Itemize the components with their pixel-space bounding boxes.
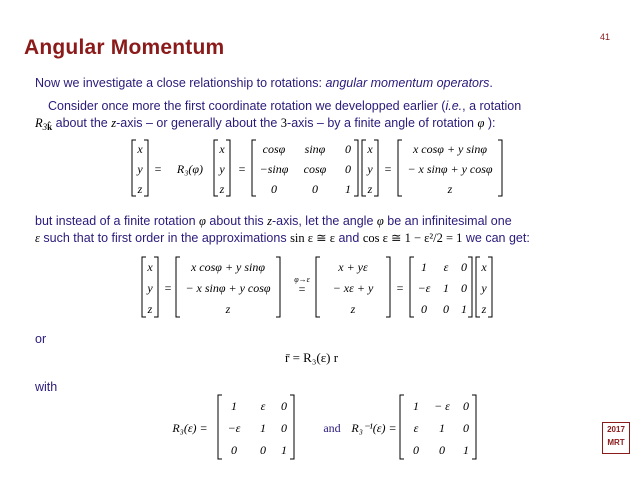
open-bracket (132, 140, 136, 196)
rotation-paragraph-line1: Consider once more the first coordinate rotation we developped earlier (i.e., a rotation (48, 99, 522, 113)
matrix-entry: 1 (345, 182, 351, 196)
rotation-operator: R₃(ε) = (172, 421, 208, 435)
matrix-entry: 1 (421, 260, 427, 274)
vector-entry: z (447, 182, 453, 196)
open-bracket (214, 140, 218, 196)
close-bracket (226, 140, 230, 196)
equals-sign: = (238, 162, 246, 176)
close-bracket (290, 395, 294, 459)
matrix-entry: 0 (439, 443, 445, 457)
vector-entry: − xε + y (332, 281, 374, 295)
close-bracket (498, 140, 502, 196)
intro-paragraph: Now we investigate a close relationship to rotations: angular momentum operators. (35, 76, 493, 90)
matrix-entry: 0 (260, 443, 266, 457)
year-badge: 2017 MRT (602, 422, 630, 454)
close-bracket (144, 140, 148, 196)
matrix-entry: 0 (271, 182, 277, 196)
matrix-entry: cosφ (262, 142, 286, 156)
vector-entry: y (147, 281, 153, 295)
vector-entry: x (219, 142, 225, 156)
vector-entry: y (219, 162, 225, 176)
matrix-entry: 0 (281, 421, 287, 435)
emphasis-angular-momentum: angular momentum operators (325, 76, 490, 90)
matrix-entry: sinφ (304, 142, 326, 156)
equals-sign: = (396, 281, 404, 295)
inverse-rotation-operator: R₃⁻¹(ε) = (351, 421, 397, 435)
matrix-entry: cosφ (303, 162, 327, 176)
close-bracket (386, 257, 390, 317)
open-bracket (410, 257, 414, 317)
rotation-equation-1 (130, 138, 510, 200)
rotation-paragraph-line2: $R_{3k̂}$ about the z-axis – or generally about the 3-axis – by a finite angle of rotation φ ): (35, 116, 496, 132)
equals-sign: = (384, 162, 392, 176)
vector-entry: − x sinφ + y cosφ (407, 162, 493, 176)
open-bracket (398, 140, 402, 196)
matrix-entry: 0 (231, 443, 237, 457)
vector-entry: z (147, 302, 153, 316)
infinitesimal-paragraph-line2: ε such that to first order in the approximations sin ε ≅ ε and cos ε ≅ 1 − ε²/2 = 1 we can get: (35, 231, 530, 245)
matrix-entry: − ε (434, 399, 450, 413)
matrix-entry: 0 (443, 302, 449, 316)
vector-entry: z (225, 302, 231, 316)
close-bracket (276, 257, 280, 317)
vector-entry: x (147, 260, 153, 274)
matrix-entry: 0 (463, 399, 469, 413)
matrix-entry: ε (260, 399, 266, 413)
matrix-entry: 0 (463, 421, 469, 435)
page-number: 41 (599, 32, 610, 42)
with-label: with (35, 380, 58, 394)
vector-entry: z (137, 182, 143, 196)
close-bracket (468, 257, 472, 317)
matrix-entry: 1 (413, 399, 419, 413)
vector-entry: z (219, 182, 225, 196)
matrix-entry: −ε (227, 421, 241, 435)
open-bracket (142, 257, 146, 317)
matrix-entry: 1 (281, 443, 287, 457)
rotation-operator: R₃(φ) (176, 162, 204, 176)
vector-entry: y (137, 162, 143, 176)
vector-entry: z (367, 182, 373, 196)
close-bracket (488, 257, 492, 317)
and-label: and (323, 421, 341, 435)
close-bracket (354, 140, 358, 196)
matrix-entry: 1 (439, 421, 445, 435)
open-bracket (316, 257, 320, 317)
open-bracket (252, 140, 256, 196)
limit-label: φ→ε (294, 275, 310, 284)
close-bracket (374, 140, 378, 196)
vector-entry: z (481, 302, 487, 316)
matrix-entry: 0 (461, 260, 467, 274)
matrix-entry: 0 (312, 182, 318, 196)
vector-entry: x + yε (338, 260, 368, 274)
matrix-entry: 1 (443, 281, 449, 295)
open-bracket (400, 395, 404, 459)
matrix-entry: 0 (345, 162, 351, 176)
vector-entry: x cosφ + y sinφ (412, 142, 488, 156)
equals-sign: = (154, 162, 162, 176)
matrix-entry: 0 (413, 443, 419, 457)
equals-sign: = (298, 282, 306, 296)
matrix-entry: 1 (463, 443, 469, 457)
matrix-entry: 1 (461, 302, 467, 316)
vector-entry: z (350, 302, 356, 316)
vector-entry: y (481, 281, 487, 295)
infinitesimal-paragraph-line1: but instead of a finite rotation φ about this z-axis, let the angle φ be an infinitesimal one (35, 214, 512, 228)
open-bracket (218, 395, 222, 459)
close-bracket (472, 395, 476, 459)
matrix-entry: 0 (281, 399, 287, 413)
vector-entry: x (367, 142, 373, 156)
matrix-entry: 1 (260, 421, 266, 435)
rotation-equation-3: r̄ = R₃(ε) r (285, 350, 339, 365)
vector-entry: y (367, 162, 373, 176)
close-bracket (154, 257, 158, 317)
or-label: or (35, 332, 47, 346)
matrix-entry: −ε (417, 281, 431, 295)
open-bracket (476, 257, 480, 317)
matrix-entry: ε (413, 421, 419, 435)
slide-title: Angular Momentum (24, 36, 225, 59)
vector-entry: x (481, 260, 487, 274)
equals-sign: = (164, 281, 172, 295)
rotation-equation-2 (140, 255, 510, 321)
matrix-entry: −sinφ (259, 162, 289, 176)
open-bracket (176, 257, 180, 317)
vector-entry: x cosφ + y sinφ (190, 260, 266, 274)
matrix-entry: ε (443, 260, 449, 274)
vector-entry: x (137, 142, 143, 156)
matrix-entry: 0 (421, 302, 427, 316)
matrix-entry: 1 (231, 399, 237, 413)
open-bracket (362, 140, 366, 196)
matrix-entry: 0 (345, 142, 351, 156)
rotation-equation-4 (170, 393, 490, 463)
vector-entry: − x sinφ + y cosφ (185, 281, 271, 295)
matrix-entry: 0 (461, 281, 467, 295)
